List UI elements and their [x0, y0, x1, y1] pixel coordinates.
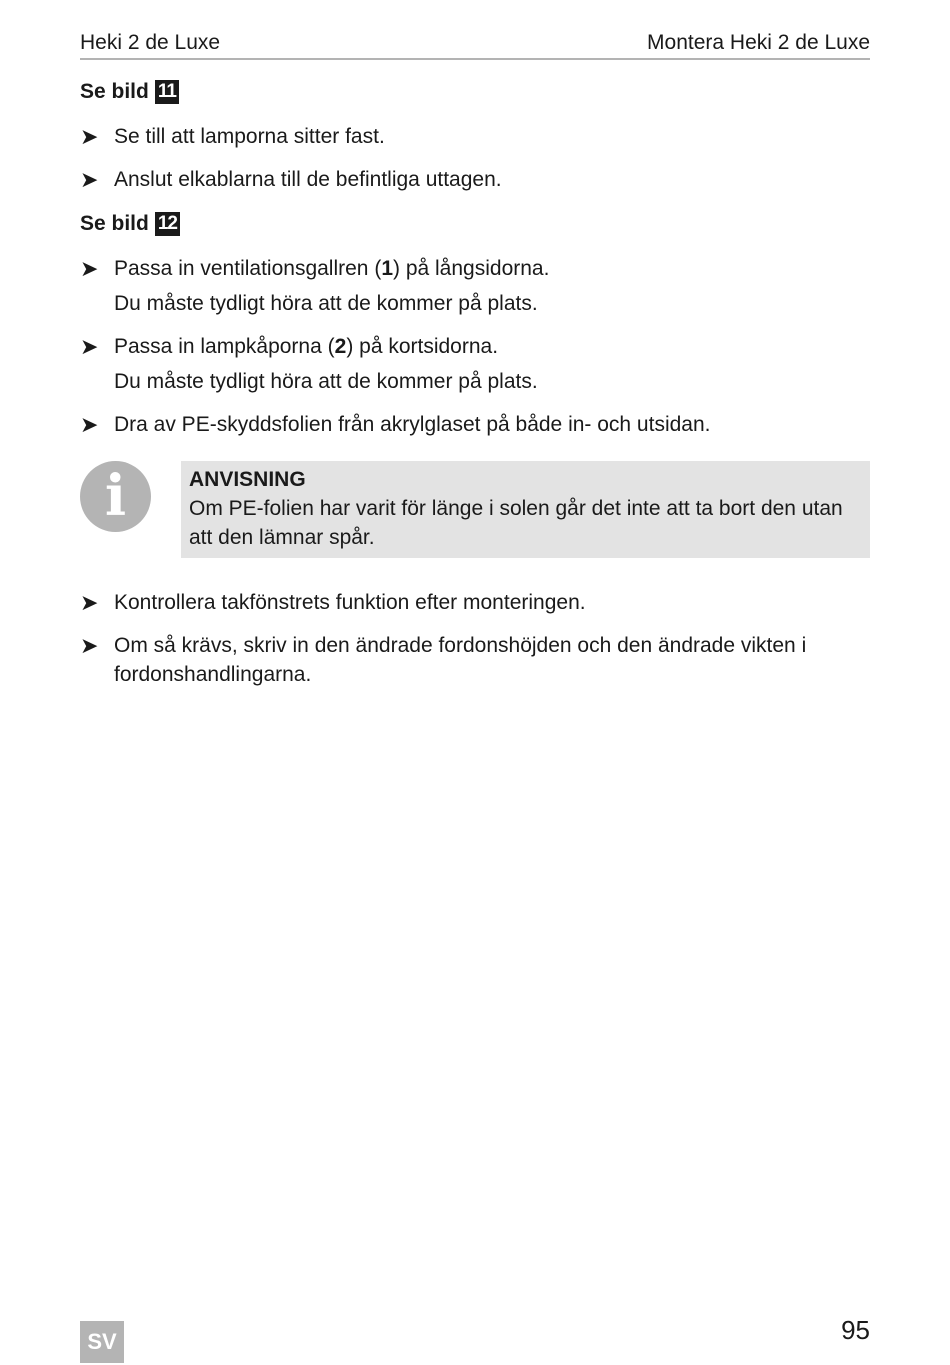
- instruction-step: [80, 165, 870, 194]
- instruction-step: [80, 254, 870, 318]
- section-label: Se bild: [80, 212, 149, 235]
- arrow-bullet-icon: ➤: [80, 334, 99, 359]
- main-content: [80, 76, 870, 703]
- notice-text: Om PE-folien har varit för länge i solen går det inte att ta bort den utan att den lämnar spår.: [189, 497, 843, 549]
- step-note: Du måste tydligt höra att de kommer på plats.: [114, 292, 538, 315]
- step-text: Passa in ventilationsgallren (1) på långsidorna.: [114, 257, 550, 280]
- step-note: Du måste tydligt höra att de kommer på plats.: [114, 370, 538, 393]
- notice-callout: [80, 461, 870, 558]
- step-text: Passa in lampkåporna (2) på kortsidorna.: [114, 335, 499, 358]
- header-chapter-title: Montera Heki 2 de Luxe: [647, 31, 870, 54]
- header-product-title: Heki 2 de Luxe: [80, 31, 221, 54]
- instruction-step: [80, 631, 870, 689]
- arrow-bullet-icon: ➤: [80, 124, 99, 149]
- notice-box: [181, 461, 870, 558]
- page-header: [80, 28, 870, 60]
- part-number: 2: [334, 335, 347, 358]
- step-text: Om så krävs, skriv in den ändrade fordonshöjden och den ändrade vikten i fordonshandlingarna.: [114, 634, 807, 686]
- step-text: Dra av PE-skyddsfolien från akrylglaset på både in- och utsidan.: [114, 413, 711, 436]
- instruction-step: [80, 410, 870, 439]
- arrow-bullet-icon: ➤: [80, 256, 99, 281]
- figure-badge: 11: [155, 80, 179, 104]
- arrow-bullet-icon: ➤: [80, 167, 99, 192]
- notice-title: ANVISNING: [189, 468, 306, 491]
- language-tag: SV: [80, 1321, 124, 1363]
- section-label: Se bild: [80, 80, 149, 103]
- arrow-bullet-icon: ➤: [80, 412, 99, 437]
- instruction-step: [80, 122, 870, 151]
- info-icon: i: [80, 461, 151, 532]
- step-text: Kontrollera takfönstrets funktion efter monteringen.: [114, 591, 586, 614]
- page-number: 95: [841, 1315, 870, 1345]
- section-title-fig-12: [80, 208, 870, 240]
- step-text: Anslut elkablarna till de befintliga uttagen.: [114, 168, 502, 191]
- instruction-step: [80, 588, 870, 617]
- step-text: Se till att lamporna sitter fast.: [114, 125, 385, 148]
- figure-badge: 12: [155, 212, 180, 236]
- instruction-step: [80, 332, 870, 396]
- section-title-fig-11: [80, 76, 870, 108]
- arrow-bullet-icon: ➤: [80, 633, 99, 658]
- part-number: 1: [381, 257, 393, 280]
- arrow-bullet-icon: ➤: [80, 590, 99, 615]
